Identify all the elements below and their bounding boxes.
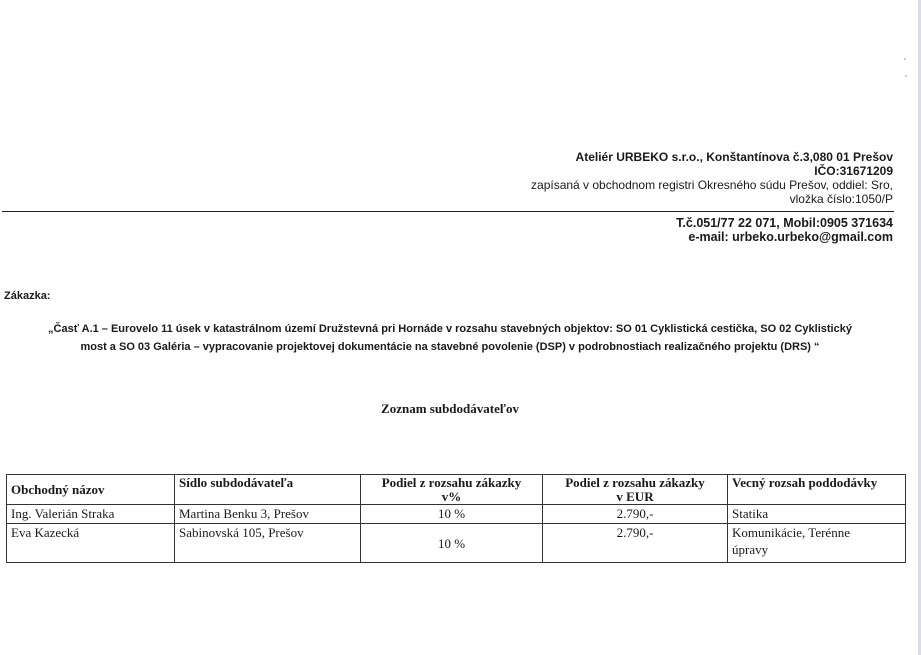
cell-share-pct: 10 % [361,524,543,563]
registry-line: vložka číslo:1050/P [789,192,893,206]
col-header-share-pct-line: v% [441,489,462,504]
col-header-share-pct-line: Podiel z rozsahu zákazky [381,475,522,490]
subcontractors-table [6,474,906,563]
company-ico: IČO:31671209 [814,164,893,178]
cell-seat: Sabinovská 105, Prešov [175,524,361,563]
phone-line: T.č.051/77 22 071, Mobil:0905 371634 [676,216,893,230]
cell-share-eur: 2.790,- [543,524,728,563]
registry-line: zapísaná v obchodnom registri Okresného súdu Prešov, oddiel: Sro, [531,178,893,192]
email-line: e-mail: urbeko.urbeko@gmail.com [688,230,893,244]
table-row [7,524,906,563]
header-divider [2,211,894,212]
order-label: Zákazka: [4,290,51,302]
company-name-address: Ateliér URBEKO s.r.o., Konštantínova č.3,080 01 Prešov [575,150,893,164]
table-header-row [7,475,906,505]
col-header-share-eur-line: Podiel z rozsahu zákazky [565,475,705,490]
cell-share-eur: 2.790,- [543,505,728,524]
col-header-name: Obchodný názov [7,475,175,505]
cell-name: Eva Kazecká [7,524,175,563]
company-header [531,150,893,206]
company-contacts [676,216,893,244]
cell-scope: Statika [728,505,906,524]
scan-speck [904,58,906,60]
col-header-share-pct [361,475,543,505]
col-header-share-eur [543,475,728,505]
order-subject [0,320,900,356]
document-title: Zoznam subdodávateľov [381,401,519,416]
cell-scope-line: úpravy [732,542,769,557]
cell-name: Ing. Valerián Straka [7,505,175,524]
col-header-seat: Sídlo subdodávateľa [175,475,361,505]
cell-scope [728,524,906,563]
cell-scope-line: Komunikácie, Terénne [732,525,850,540]
order-subject-line: „Časť A.1 – Eurovelo 11 úsek v katastrálnom území Družstevná pri Hornáde v rozsahu stavebných objektov: SO 01 Cyklistická cestička, SO 02 Cyklistický [48,323,852,335]
order-subject-line: most a SO 03 Galéria – vypracovanie projektovej dokumentácie na stavebné povolenie (DSP) v podrobnostiach realizačného projektu (DRS) “ [80,341,820,353]
cell-seat: Martina Benku 3, Prešov [175,505,361,524]
cell-share-pct: 10 % [361,505,543,524]
scan-speck [905,75,907,77]
col-header-scope: Vecný rozsah poddodávky [728,475,906,505]
col-header-share-eur-line: v EUR [616,489,654,504]
table-row [7,505,906,524]
